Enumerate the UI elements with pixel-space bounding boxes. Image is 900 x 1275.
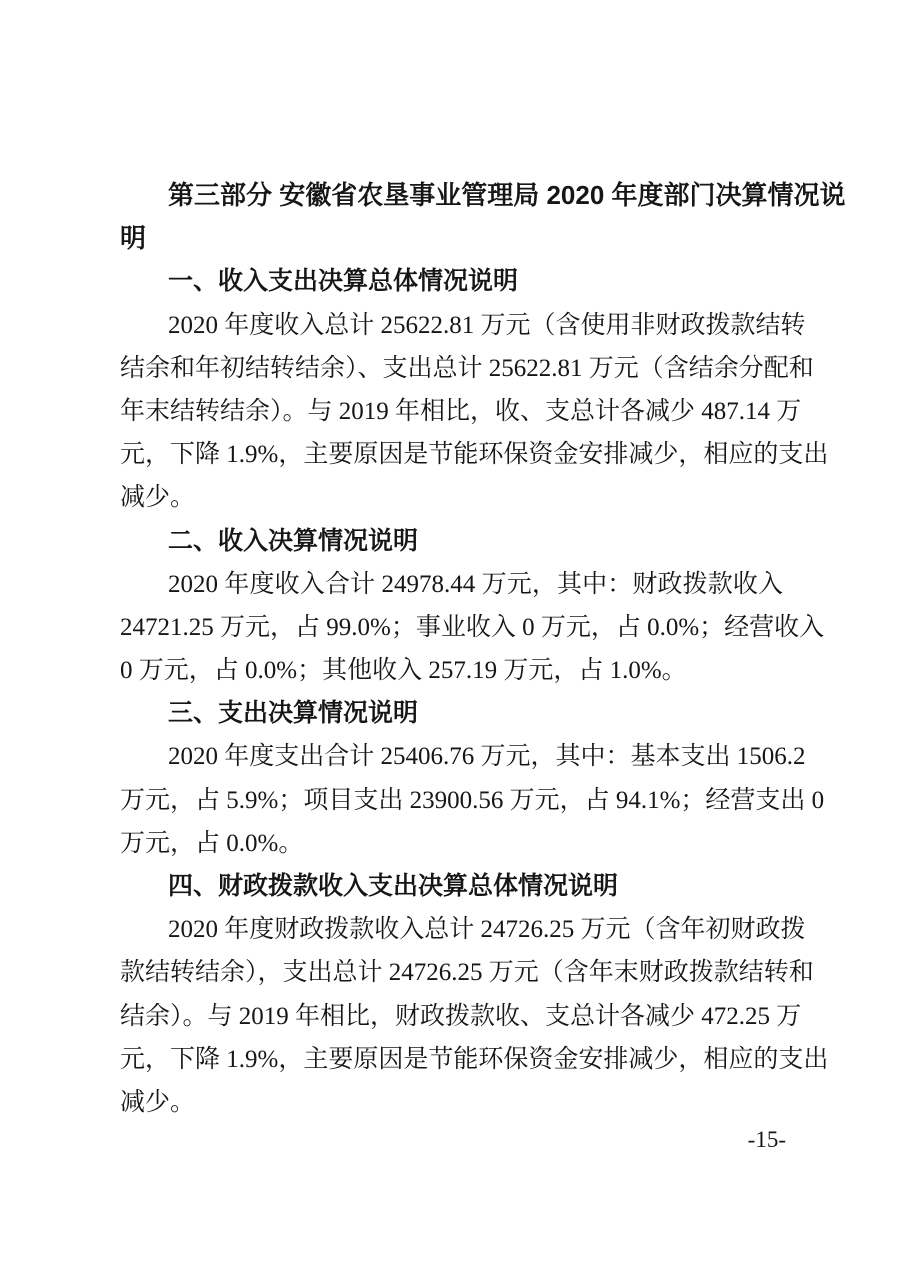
section-4-paragraph-line-1: 2020 年度财政拨款收入总计 24726.25 万元（含年初财政拨 bbox=[168, 916, 806, 944]
section-2-paragraph-line-1: 2020 年度收入合计 24978.44 万元，其中：财政拨款收入 bbox=[168, 570, 783, 598]
section-1-paragraph-line-2: 结余和年初结转结余）、支出总计 25622.81 万元（含结余分配和 bbox=[120, 354, 814, 382]
section-3-paragraph-line-1: 2020 年度支出合计 25406.76 万元，其中：基本支出 1506.2 bbox=[168, 743, 806, 771]
part3-title-line-2: 明 bbox=[120, 223, 147, 254]
part3-title-line-1: 第三部分 安徽省农垦事业管理局 2020 年度部门决算情况说 bbox=[168, 180, 846, 210]
section-1-paragraph-line-3: 年末结转结余）。与 2019 年相比，收、支总计各减少 487.14 万 bbox=[120, 397, 802, 425]
section-1-paragraph-line-1: 2020 年度收入总计 25622.81 万元（含使用非财政拨款结转 bbox=[168, 311, 806, 339]
section-1-heading: 一、收入支出决算总体情况说明 bbox=[168, 267, 519, 296]
section-2-heading: 二、收入决算情况说明 bbox=[168, 526, 419, 555]
section-1-paragraph-line-4: 元，下降 1.9%，主要原因是节能环保资金安排减少，相应的支出 bbox=[120, 441, 829, 469]
section-3-paragraph-line-3: 万元，占 0.0%。 bbox=[120, 829, 304, 857]
section-4-paragraph-line-2: 款结转结余），支出总计 24726.25 万元（含年末财政拨款结转和 bbox=[120, 959, 814, 987]
section-4-paragraph-line-3: 结余）。与 2019 年相比，财政拨款收、支总计各减少 472.25 万 bbox=[120, 1002, 802, 1030]
section-1-paragraph-line-5: 减少。 bbox=[120, 484, 196, 512]
section-2-paragraph-line-2: 24721.25 万元，占 99.0%；事业收入 0 万元，占 0.0%；经营收入 bbox=[120, 613, 825, 641]
section-2-paragraph-line-3: 0 万元，占 0.0%；其他收入 257.19 万元，占 1.0%。 bbox=[120, 657, 687, 685]
section-4-paragraph-line-5: 减少。 bbox=[120, 1088, 196, 1116]
section-4-heading: 四、财政拨款收入支出决算总体情况说明 bbox=[168, 872, 619, 900]
document-body bbox=[120, 174, 846, 1124]
page-number: -15- bbox=[747, 1127, 786, 1152]
section-3-paragraph-line-2: 万元，占 5.9%；项目支出 23900.56 万元，占 94.1%；经营支出 0 bbox=[120, 786, 825, 814]
section-4-paragraph-line-4: 元，下降 1.9%，主要原因是节能环保资金安排减少，相应的支出 bbox=[120, 1045, 829, 1073]
section-3-heading: 三、支出决算情况说明 bbox=[168, 699, 419, 728]
